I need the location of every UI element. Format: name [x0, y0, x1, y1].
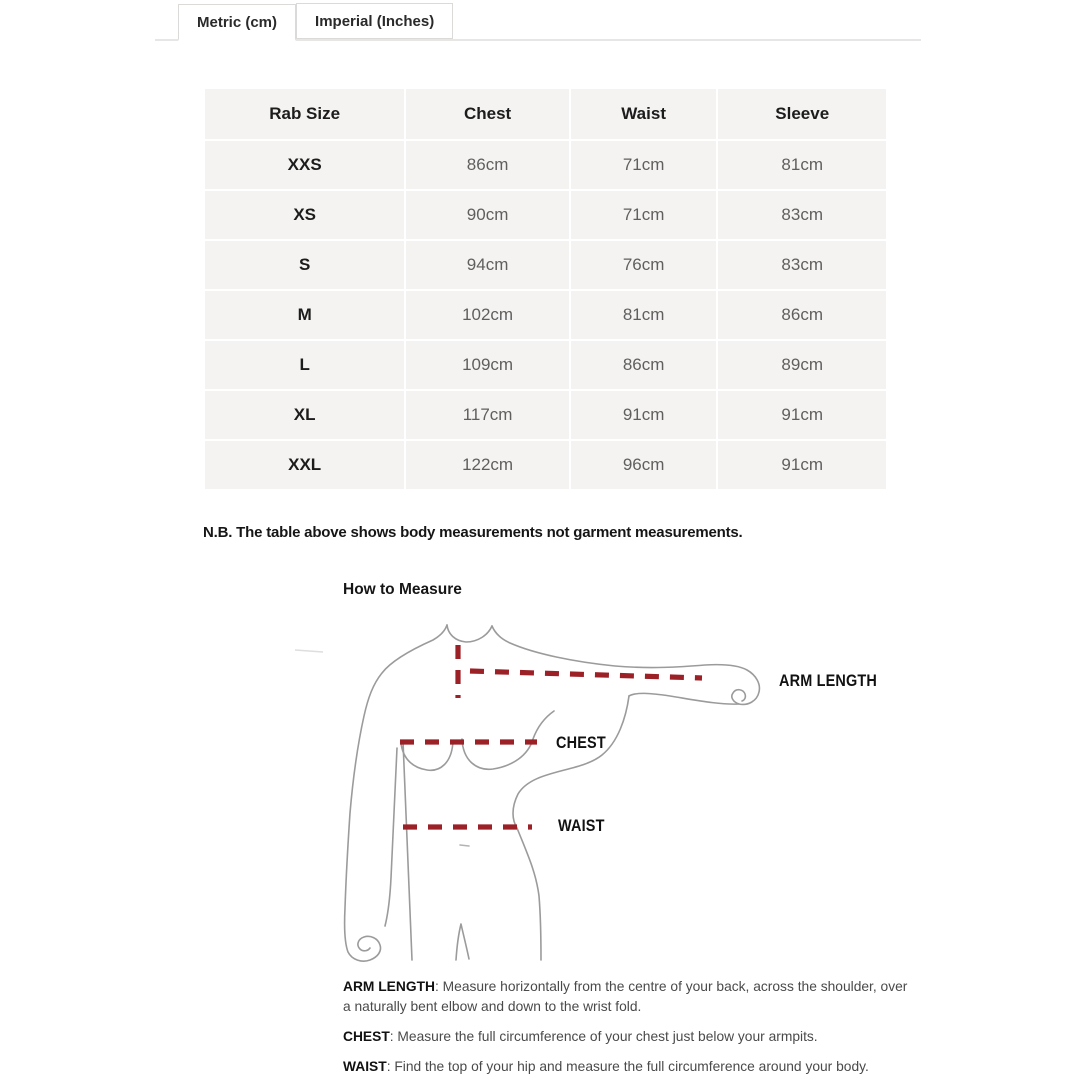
arm-length-label: ARM LENGTH [779, 671, 878, 690]
arm-length-desc: : Measure horizontally from the centre of your back, across the shoulder, over a naturally bent elbow and down to the wrist fold. [343, 979, 908, 1014]
size-cell: L [205, 341, 404, 389]
waist-cell: 96cm [571, 441, 717, 489]
column-header-rab-size: Rab Size [205, 89, 404, 139]
chest-term: CHEST [343, 1029, 390, 1044]
table-row [205, 391, 886, 439]
body-measurements-note: N.B. The table above shows body measurements not garment measurements. [203, 524, 743, 541]
chest-cell: 94cm [406, 241, 569, 289]
column-header-chest: Chest [406, 89, 569, 139]
waist-cell: 81cm [571, 291, 717, 339]
tab-imperial-label: Imperial (Inches) [315, 13, 435, 30]
tab-metric-cm[interactable] [178, 4, 296, 41]
sleeve-cell: 81cm [718, 141, 886, 189]
arm-length-instruction [343, 977, 909, 1017]
diagram-artifact-line [295, 650, 323, 652]
unit-tab-bar [155, 3, 921, 41]
table-row [205, 291, 886, 339]
tab-metric-label: Metric (cm) [197, 14, 278, 31]
waist-cell: 71cm [571, 191, 717, 239]
chest-cell: 90cm [406, 191, 569, 239]
waist-cell: 86cm [571, 341, 717, 389]
table-row [205, 441, 886, 489]
chest-cell: 86cm [406, 141, 569, 189]
table-row [205, 341, 886, 389]
table-row [205, 141, 886, 189]
waist-instruction [343, 1057, 909, 1077]
arm-length-dash-line [470, 671, 702, 678]
size-cell: XS [205, 191, 404, 239]
chest-desc: : Measure the full circumference of your chest just below your armpits. [389, 1029, 818, 1044]
waist-cell: 76cm [571, 241, 717, 289]
measurement-lines [400, 645, 702, 827]
arm-length-term: ARM LENGTH [343, 979, 435, 994]
chest-cell: 122cm [406, 441, 569, 489]
sleeve-cell: 83cm [718, 241, 886, 289]
sleeve-cell: 83cm [718, 191, 886, 239]
body-measurement-diagram [290, 608, 780, 968]
size-cell: XXL [205, 441, 404, 489]
column-header-sleeve: Sleeve [718, 89, 886, 139]
sleeve-cell: 91cm [718, 391, 886, 439]
table-header-row [205, 89, 886, 139]
size-cell: S [205, 241, 404, 289]
waist-term: WAIST [343, 1059, 387, 1074]
table-row [205, 191, 886, 239]
how-to-measure-title: How to Measure [343, 581, 462, 598]
navel-mark [460, 845, 469, 846]
chest-instruction [343, 1027, 909, 1047]
chest-cell: 109cm [406, 341, 569, 389]
chest-label: CHEST [556, 733, 606, 752]
waist-cell: 71cm [571, 141, 717, 189]
size-cell: XL [205, 391, 404, 439]
measurement-instructions [343, 977, 909, 1080]
size-table [203, 87, 888, 491]
size-cell: M [205, 291, 404, 339]
tab-imperial-inches[interactable] [296, 3, 453, 39]
waist-desc: : Find the top of your hip and measure the full circumference around your body. [386, 1059, 869, 1074]
sleeve-cell: 86cm [718, 291, 886, 339]
sleeve-cell: 89cm [718, 341, 886, 389]
sleeve-cell: 91cm [718, 441, 886, 489]
chest-cell: 117cm [406, 391, 569, 439]
chest-cell: 102cm [406, 291, 569, 339]
size-cell: XXS [205, 141, 404, 189]
column-header-waist: Waist [571, 89, 717, 139]
table-row [205, 241, 886, 289]
waist-label: WAIST [558, 816, 605, 835]
waist-cell: 91cm [571, 391, 717, 439]
